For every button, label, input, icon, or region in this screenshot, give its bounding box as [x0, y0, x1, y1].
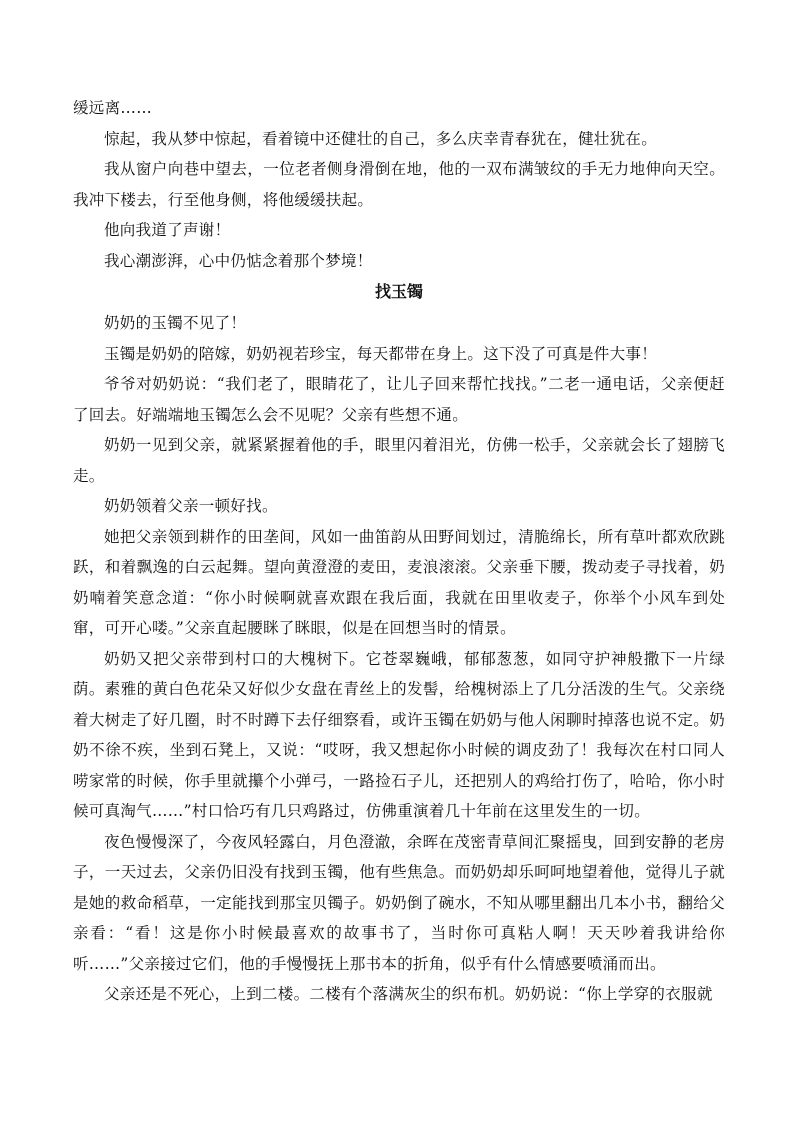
- paragraph: 奶奶又把父亲带到村口的大槐树下。它苍翠巍峨，郁郁葱葱，如同守护神般撒下一片绿荫。素雅的黄白色花朵又好似少女盘在青丝上的发髻，给槐树添上了几分活泼的生气。父亲绕着大树走了好几圈，时不时蹲下去仔细察看，或许玉镯在奶奶与他人闲聊时掉落也说不定。奶奶不徐不疾，坐到石凳上，又说：“哎呀，我又想起你小时候的调皮劲了！我每次在村口同人唠家常的时候，你手里就攥个小弹弓，一路捡石子儿，还把别人的鸡给打伤了，哈哈，你小时候可真淘气……”村口恰巧有几只鸡路过，仿佛重演着几十年前在这里发生的一切。: [73, 649, 725, 820]
- paragraph: 奶奶领着父亲一顿好找。: [104, 497, 278, 515]
- paragraph: 惊起，我从梦中惊起，看着镜中还健壮的自己，多么庆幸青春犹在，健壮犹在。: [104, 129, 658, 148]
- paragraph-truncated: 父亲还是不死心，上到二楼。二楼有个落满灰尘的织布机。奶奶说：“你上学穿的衣服就: [104, 985, 713, 1003]
- paragraph: 我心潮澎湃，心中仍惦念着那个梦境！: [104, 251, 373, 270]
- paragraph: 她把父亲领到耕作的田垄间，风如一曲笛韵从田野间划过，清脆绵长，所有草叶都欢欣跳跃，和着飘逸的白云起舞。望向黄澄澄的麦田，麦浪滚滚。父亲垂下腰，拨动麦子寻找着，奶奶喃着笑意念道：“你小时候啊就喜欢跟在我后面，我就在田里收麦子，你举个小风车到处窜，可开心喽。”父亲直起腰眯了眯眼，似是在回想当时的情景。: [73, 527, 725, 637]
- paragraph: 爷爷对奶奶说：“我们老了，眼睛花了，让儿子回来帮忙找找。”二老一通电话，父亲便赶了回去。好端端地玉镯怎么会不见呢？父亲有些想不通。: [73, 375, 725, 424]
- paragraph: 夜色慢慢深了，今夜风轻露白，月色澄澈，余晖在茂密青草间汇聚摇曳，回到安静的老房子，一天过去，父亲仍旧没有找到玉镯，他有些焦急。而奶奶却乐呵呵地望着他，觉得儿子就是她的救命稻草，一定能找到那宝贝镯子。奶奶倒了碗水，不知从哪里翻出几本小书，翻给父亲看：“看！这是你小时候最喜欢的故事书了，当时你可真粘人啊！天天吵着我讲给你听……”父亲接过它们，他的手慢慢抚上那书本的折角，似乎有什么情感要喷涌而出。: [73, 832, 725, 973]
- essay-title: 找玉镯: [374, 282, 423, 301]
- paragraph: 奶奶一见到父亲，就紧紧握着他的手，眼里闪着泪光，仿佛一松手，父亲就会长了翅膀飞走。: [73, 436, 725, 485]
- paragraph: 奶奶的玉镯不见了！: [104, 314, 247, 332]
- paragraph: 他向我道了声谢！: [104, 221, 231, 239]
- document-body: [73, 93, 725, 1010]
- paragraph: 我从窗户向巷中望去，一位老者侧身滑倒在地，他的一双布满皱纹的手无力地伸向天空。我冲下楼去，行至他身侧，将他缓缓扶起。: [73, 160, 725, 209]
- paragraph: 玉镯是奶奶的陪嫁，奶奶视若珍宝，每天都带在身上。这下没了可真是件大事！: [104, 344, 658, 363]
- paragraph-continuation: 缓远离……: [73, 99, 153, 117]
